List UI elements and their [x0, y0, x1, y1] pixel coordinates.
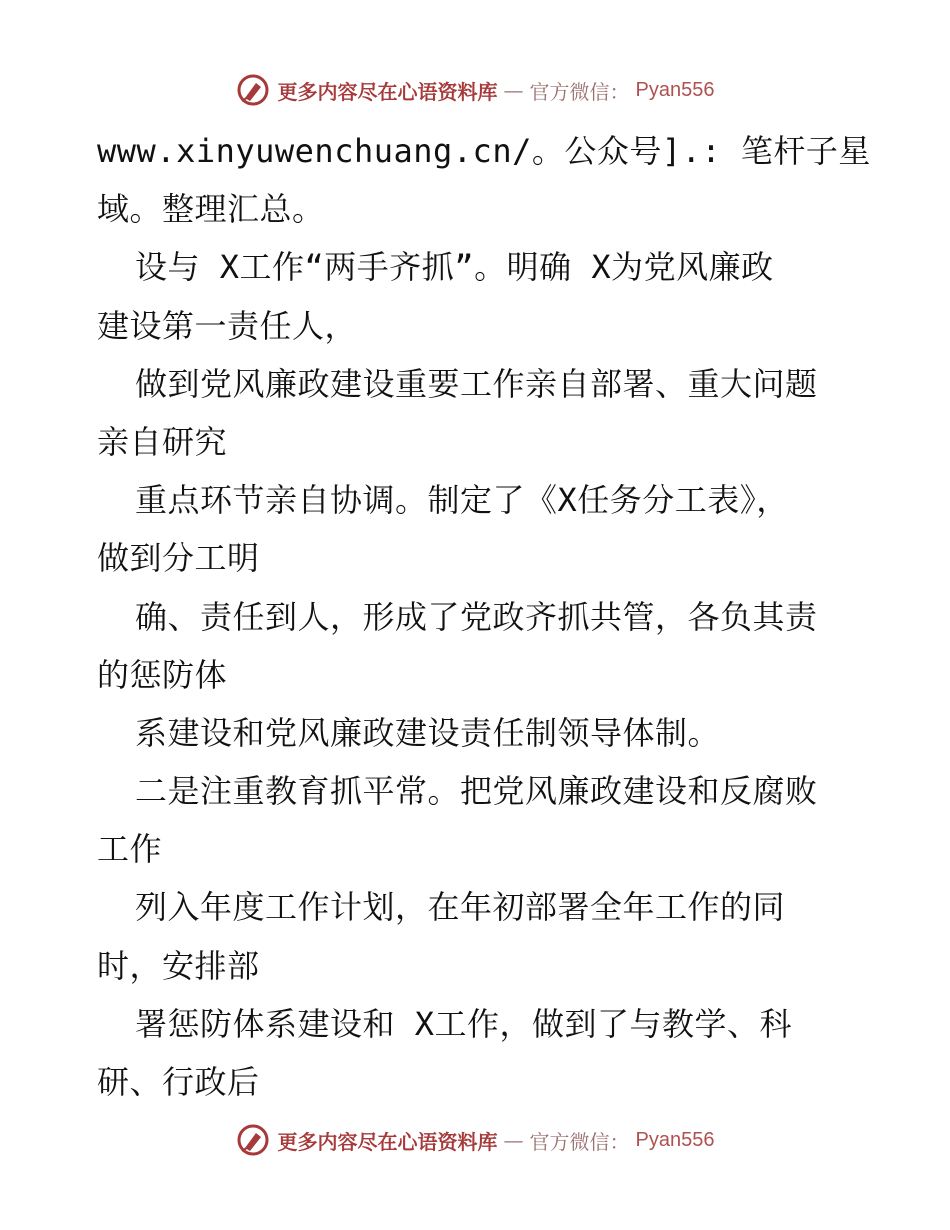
body-line: 设与 X工作“两手齐抓”。明确 X为党风廉政 — [135, 248, 774, 287]
body-line: 列入年度工作计划，在年初部署全年工作的同 — [135, 888, 786, 927]
body-text — [97, 122, 877, 1111]
banner-main-text: 更多内容尽在心语资料库 — [277, 79, 498, 104]
body-line: 确、责任到人，形成了党政齐抓共管，各负其责 — [135, 597, 818, 636]
banner-main-text: 更多内容尽在心语资料库 — [277, 1129, 498, 1154]
body-line: www.xinyuwenchuang.cn/。公众号].: 笔杆子星 — [97, 132, 871, 170]
body-line: 建设第一责任人， — [97, 306, 358, 345]
body-line: 工作 — [97, 830, 163, 869]
pen-nib-logo-icon — [236, 73, 270, 107]
body-line: 做到分工明 — [97, 539, 260, 578]
header-banner — [0, 70, 950, 110]
banner-wechat-id: Pyan556 — [635, 1128, 715, 1151]
banner-dash: — — [503, 78, 524, 102]
body-line: 域。整理汇总。 — [97, 190, 325, 229]
body-line: 二是注重教育抓平常。把党风廉政建设和反腐败 — [135, 772, 818, 811]
body-line: 重点环节亲自协调。制定了《X任务分工表》， — [135, 481, 789, 520]
body-line: 做到党风廉政建设重要工作亲自部署、重大问题 — [135, 364, 818, 403]
body-line: 署惩防体系建设和 X工作，做到了与教学、科 — [135, 1004, 793, 1043]
banner-dash: — — [503, 1128, 524, 1152]
body-line: 研、行政后 — [97, 1063, 260, 1101]
banner-sub-text: 官方微信： — [529, 1129, 630, 1154]
body-line: 亲自研究 — [97, 422, 228, 461]
pen-nib-logo-icon — [236, 1123, 270, 1157]
footer-banner — [0, 1120, 950, 1160]
banner-sub-text: 官方微信： — [529, 79, 630, 104]
body-line: 系建设和党风廉政建设责任制领导体制。 — [135, 713, 721, 752]
body-line: 时，安排部 — [97, 946, 260, 985]
banner-wechat-id: Pyan556 — [635, 78, 715, 101]
body-line: 的惩防体 — [97, 655, 228, 694]
